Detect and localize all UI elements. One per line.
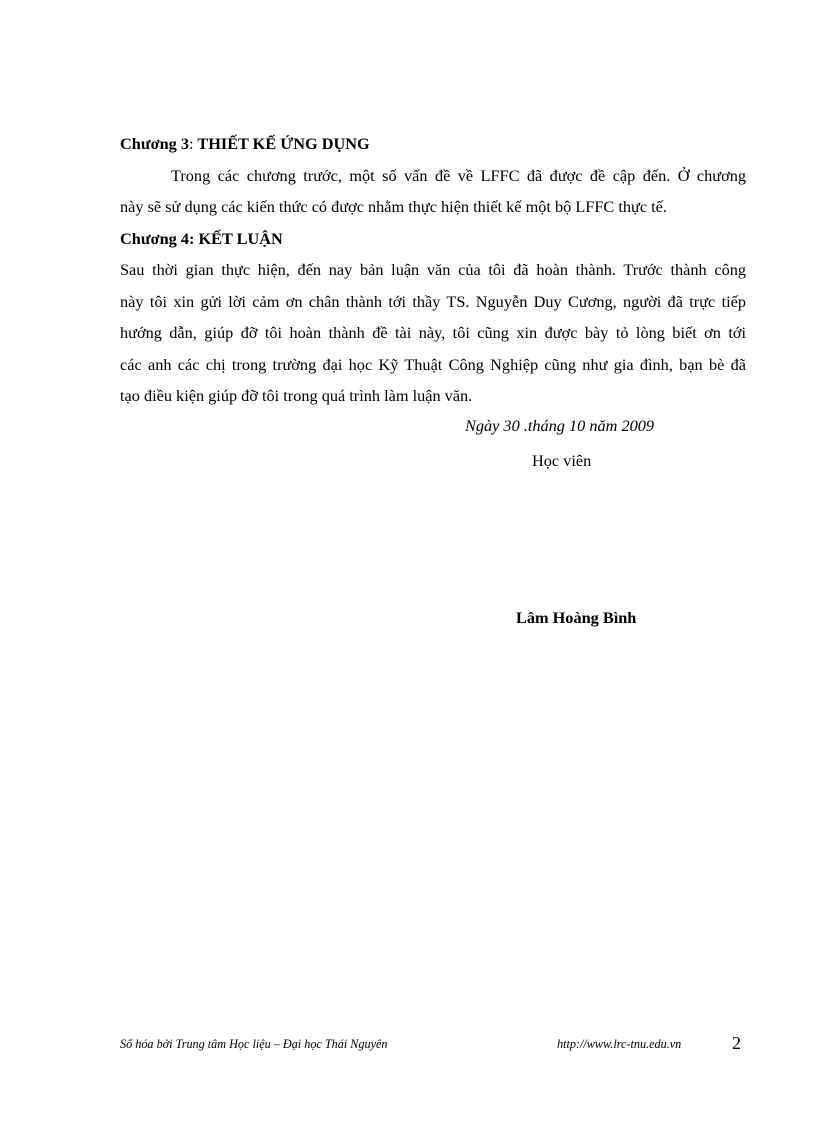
chapter-4-label: Chương 4	[120, 228, 190, 248]
chapter-3-heading	[120, 128, 746, 160]
footer-url: http://www.lrc-tnu.edu.vn	[557, 1037, 682, 1051]
paragraph-line: hướng dẫn, giúp đỡ tôi hoàn thành đề tài này, tôi cũng xin được bày tỏ lòng biết ơn tới	[120, 323, 746, 342]
footer-digitized-by: Số hóa bởi Trung tâm Học liệu – Đại học Thái Nguyên	[120, 1037, 388, 1051]
chapter-4-title: KẾT LUẬN	[198, 228, 283, 248]
paragraph-line: các anh các chị trong trường đại học Kỹ Thuật Công Nghiệp cũng như gia đình, bạn bè đã	[120, 354, 746, 374]
chapter-4-heading	[120, 223, 746, 255]
page-footer	[120, 1034, 750, 1056]
chapter-3-title: THIẾT KẾ ỨNG DỤNG	[197, 134, 370, 153]
paragraph-line: này tôi xin gửi lời cảm ơn chân thành tới thầy TS. Nguyễn Duy Cương, người đã trực tiếp	[120, 291, 746, 311]
page-content	[120, 128, 746, 412]
chapter-4-paragraph	[120, 254, 746, 412]
chapter-3-label: Chương 3	[120, 134, 190, 153]
paragraph-line: tạo điều kiện giúp đỡ tôi trong quá trình làm luận văn.	[120, 386, 473, 405]
paragraph-line: này sẽ sử dụng các kiến thức có được nhằm thực hiện thiết kế một bộ LFFC thực tế.	[120, 197, 667, 216]
chapter-4-separator: :	[189, 228, 195, 248]
page-number: 2	[732, 1033, 741, 1053]
signature-date: Ngày 30 .tháng 10 năm 2009	[465, 416, 655, 435]
chapter-3-paragraph	[120, 160, 746, 223]
signature-author: Lâm Hoàng Bình	[516, 608, 637, 627]
paragraph-line: Trong các chương trước, một số vấn đề về LFFC đã được đề cập đến. Ở chương	[171, 165, 746, 185]
paragraph-line: Sau thời gian thực hiện, đến nay bản luận văn của tôi đã hoàn thành. Trước thành công	[120, 260, 746, 279]
chapter-3-separator: :	[189, 134, 194, 153]
signature-role: Học viên	[532, 451, 592, 470]
